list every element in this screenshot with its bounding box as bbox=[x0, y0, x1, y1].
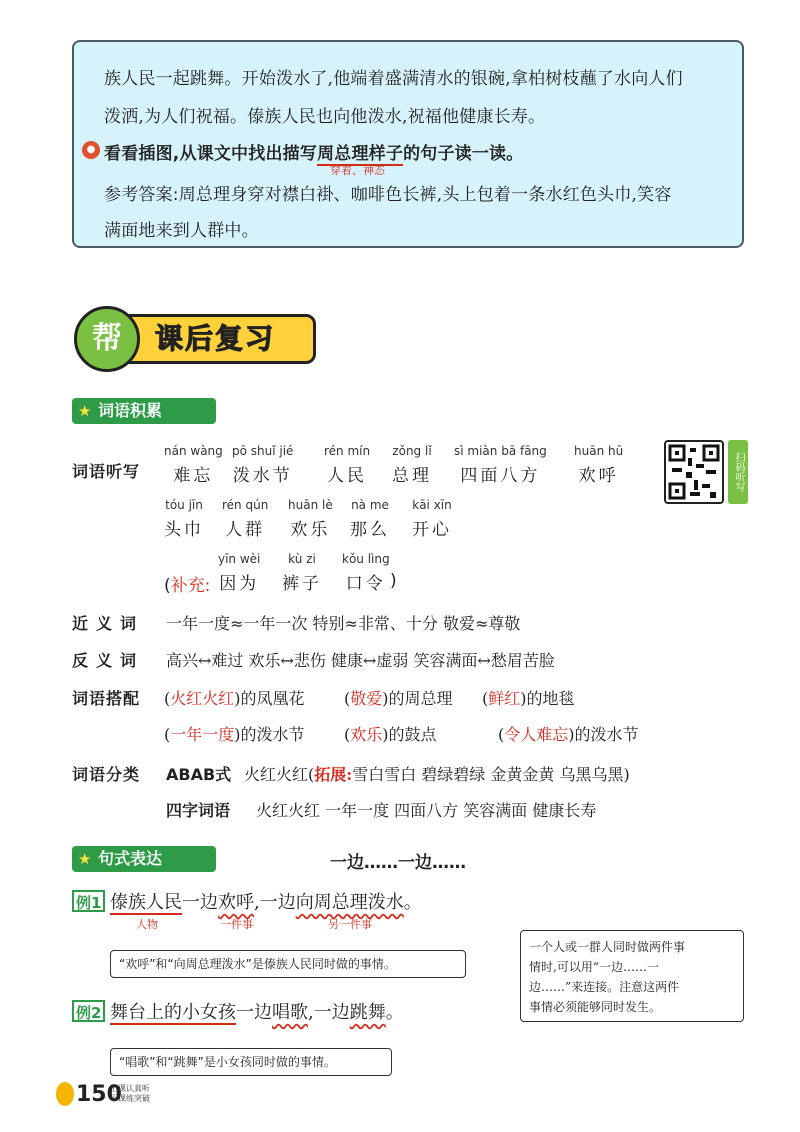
collocation-rest: 的凤凰花 bbox=[240, 689, 305, 708]
hanzi: 头巾 bbox=[164, 520, 204, 540]
dictation-word bbox=[164, 444, 223, 486]
pinyin: yīn wèi bbox=[218, 552, 261, 566]
hanzi: 口令 bbox=[345, 574, 386, 594]
footer-badge-icon bbox=[56, 1082, 74, 1106]
collocation-item: (敬爱)的周总理 bbox=[344, 689, 453, 708]
antonym-list: 高兴↔难过 欢乐↔悲伤 健康↔虚弱 笑容满面↔愁眉苦脸 bbox=[166, 651, 555, 670]
hanzi: 四面八方 bbox=[460, 466, 541, 486]
collocation-rest: 的地毯 bbox=[526, 689, 575, 708]
eye-icon: ● bbox=[82, 141, 100, 159]
section-badge-text: 帮 bbox=[92, 321, 122, 356]
collocation-fill: 欢乐 bbox=[350, 725, 383, 744]
section-title-banner bbox=[120, 314, 316, 364]
footer-text bbox=[110, 1084, 150, 1104]
collocation-item: (鲜红)的地毯 bbox=[482, 689, 575, 708]
dictation-word bbox=[574, 444, 623, 486]
abab-label: ABAB式 bbox=[166, 765, 232, 784]
ex-connector: 一边 bbox=[313, 1002, 350, 1023]
star-icon: ★ bbox=[78, 402, 92, 420]
pinyin: nà me bbox=[351, 498, 389, 512]
dictation-word bbox=[232, 444, 293, 486]
four-label: 四字词语 bbox=[166, 801, 231, 820]
question-text: 的句子读一读。 bbox=[403, 144, 524, 164]
sentence-header-text: 句式表达 bbox=[98, 849, 163, 868]
collocation-fill: 一年一度 bbox=[170, 725, 235, 744]
synonym-list: 一年一度≈一年一次 特别≈非常、十分 敬爱≈尊敬 bbox=[166, 614, 521, 633]
grammar-note bbox=[520, 930, 744, 1022]
note-person: 人物 bbox=[136, 918, 158, 931]
text-line: 泼洒,为人们祝福。傣族人民也向他泼水,祝福他健康长寿。 bbox=[104, 107, 546, 127]
answer-label: 参考答案: bbox=[104, 185, 179, 205]
punct: 。 bbox=[385, 1002, 404, 1023]
qr-label: 扫码听写 bbox=[728, 440, 748, 504]
dictation-word bbox=[412, 498, 452, 540]
collocation-item: (欢乐)的鼓点 bbox=[344, 725, 437, 744]
supplement-prefix bbox=[164, 571, 210, 596]
ex-action: 向周总理泼水 bbox=[295, 892, 404, 913]
dictation-word bbox=[222, 498, 268, 540]
collocation-fill: 敬爱 bbox=[350, 689, 383, 708]
dictation-word bbox=[218, 552, 260, 594]
hanzi: 欢乐 bbox=[290, 520, 331, 540]
collocation-label: 词语搭配 bbox=[72, 689, 141, 708]
punct: , bbox=[254, 892, 260, 913]
hanzi: 那么 bbox=[350, 520, 390, 540]
collocation-fill: 令人难忘 bbox=[504, 725, 569, 744]
ex-person: 傣族人民 bbox=[110, 892, 182, 913]
ex-connector: 一边 bbox=[259, 892, 296, 913]
pinyin: huān hū bbox=[574, 444, 624, 458]
pinyin: kù zi bbox=[288, 552, 316, 566]
section-badge bbox=[74, 306, 140, 372]
note-line: 事情必须能够同时发生。 bbox=[529, 1000, 662, 1014]
ex-person: 舞台上的小女孩 bbox=[110, 1002, 236, 1023]
question-line bbox=[104, 139, 523, 164]
hanzi: 总理 bbox=[392, 466, 432, 486]
dictation-label: 词语听写 bbox=[72, 462, 141, 481]
question-text: 看看插图,从课文中找出描写 bbox=[104, 144, 318, 164]
abab-ext: 雪白雪白 碧绿碧绿 金黄金黄 乌黑乌黑) bbox=[352, 765, 630, 784]
reading-box bbox=[72, 40, 744, 248]
pinyin: kǒu lìng bbox=[342, 552, 390, 566]
pinyin: rén qún bbox=[222, 498, 269, 512]
antonym-label: 反义词 bbox=[72, 651, 145, 670]
note-other-thing: 另一件事 bbox=[328, 918, 372, 931]
pinyin: zǒng lǐ bbox=[392, 444, 432, 458]
dictation-word bbox=[454, 444, 547, 486]
example-1-sentence bbox=[110, 888, 422, 914]
pinyin: nán wàng bbox=[164, 444, 223, 458]
pinyin: pō shuǐ jié bbox=[232, 444, 294, 458]
paren: ) bbox=[390, 571, 397, 591]
note-one-thing: 一件事 bbox=[220, 918, 253, 931]
example-1-tag: 例1 bbox=[72, 890, 105, 912]
abab-row: 火红火红(拓展:雪白雪白 碧绿碧绿 金黄金黄 乌黑乌黑) bbox=[244, 765, 630, 784]
star-icon: ★ bbox=[78, 850, 92, 868]
question-highlight: 周总理样子 bbox=[317, 144, 404, 164]
collocation-rest: 的鼓点 bbox=[388, 725, 437, 744]
ex-connector: 一边 bbox=[236, 1002, 272, 1023]
footer-line: 下课练突破 bbox=[110, 1094, 150, 1103]
note-line: 边……”来连接。注意这两件 bbox=[529, 980, 680, 994]
question-annotation: 穿着、神态 bbox=[330, 164, 385, 177]
synonym-label: 近义词 bbox=[72, 614, 145, 633]
dictation-word bbox=[324, 444, 370, 486]
note-line: 情时,可以用“一边……一 bbox=[529, 960, 659, 974]
hanzi: 泼水节 bbox=[232, 466, 293, 486]
collocation-fill: 鲜红 bbox=[488, 689, 521, 708]
hanzi: 裤子 bbox=[282, 574, 322, 594]
classify-label: 词语分类 bbox=[72, 765, 141, 784]
paren: ( bbox=[164, 576, 171, 596]
pinyin: rén mín bbox=[324, 444, 371, 458]
hanzi: 难忘 bbox=[173, 466, 214, 486]
collocation-item: (令人难忘)的泼水节 bbox=[498, 725, 639, 744]
ex-connector: 一边 bbox=[182, 892, 218, 913]
ex-action: 欢呼 bbox=[218, 892, 254, 913]
collocation-rest: 的周总理 bbox=[388, 689, 453, 708]
sentence-header bbox=[72, 846, 216, 872]
four-words: 火红火红 一年一度 四面八方 笑容满面 健康长寿 bbox=[256, 801, 597, 820]
pinyin: tóu jīn bbox=[165, 498, 203, 512]
vocab-header bbox=[72, 398, 216, 424]
dictation-word bbox=[342, 552, 390, 594]
dictation-word bbox=[164, 498, 204, 540]
page-number: 150 bbox=[76, 1082, 122, 1107]
answer-text: 周总理身穿对襟白褂、咖啡色长裤,头上包着一条水红色头巾,笑容 bbox=[178, 185, 672, 205]
supplement-label: 补充: bbox=[170, 576, 211, 596]
pinyin: huān lè bbox=[288, 498, 333, 512]
text-line: 族人民一起跳舞。开始泼水了,他端着盛满清水的银碗,拿柏树枝蘸了水向人们 bbox=[104, 69, 683, 89]
punct: , bbox=[308, 1002, 314, 1023]
collocation-rest: 的泼水节 bbox=[240, 725, 305, 744]
collocation-item: (一年一度)的泼水节 bbox=[164, 725, 305, 744]
pinyin: sì miàn bā fāng bbox=[454, 444, 547, 458]
collocation-rest: 的泼水节 bbox=[574, 725, 639, 744]
dictation-word bbox=[288, 498, 333, 540]
example-2-tag: 例2 bbox=[72, 1000, 105, 1022]
example-1-bubble: “欢呼”和“向周总理泼水”是傣族人民同时做的事情。 bbox=[110, 950, 466, 978]
pinyin: kāi xīn bbox=[412, 498, 452, 512]
section-title: 课后复习 bbox=[155, 322, 276, 355]
dictation-word bbox=[392, 444, 432, 486]
abab-first: 火红火红 bbox=[244, 765, 309, 784]
hanzi: 因为 bbox=[219, 574, 260, 594]
collocation-fill: 火红火红 bbox=[170, 689, 235, 708]
sentence-pattern: 一边……一边…… bbox=[330, 853, 466, 873]
qr-code[interactable] bbox=[664, 440, 724, 504]
vocab-header-text: 词语积累 bbox=[98, 401, 163, 420]
hanzi: 开心 bbox=[412, 520, 452, 540]
abab-ext-label: 拓展: bbox=[314, 765, 353, 784]
dictation-word bbox=[350, 498, 390, 540]
note-line: 一个人或一群人同时做两件事 bbox=[529, 940, 686, 954]
answer-line: 满面地来到人群中。 bbox=[104, 221, 259, 241]
example-2-bubble: “唱歌”和“跳舞”是小女孩同时做的事情。 bbox=[110, 1048, 392, 1076]
example-2-sentence bbox=[110, 998, 404, 1024]
punct: 。 bbox=[403, 892, 422, 913]
ex-action: 唱歌 bbox=[272, 1002, 308, 1023]
hanzi: 人群 bbox=[225, 520, 266, 540]
ex-action: 跳舞 bbox=[349, 1002, 386, 1023]
dictation-word bbox=[282, 552, 322, 594]
answer-line bbox=[104, 180, 672, 205]
footer-line: 上课认真听 bbox=[110, 1084, 150, 1093]
collocation-item: (火红火红)的凤凰花 bbox=[164, 689, 305, 708]
hanzi: 人民 bbox=[327, 466, 368, 486]
hanzi: 欢呼 bbox=[578, 466, 619, 486]
